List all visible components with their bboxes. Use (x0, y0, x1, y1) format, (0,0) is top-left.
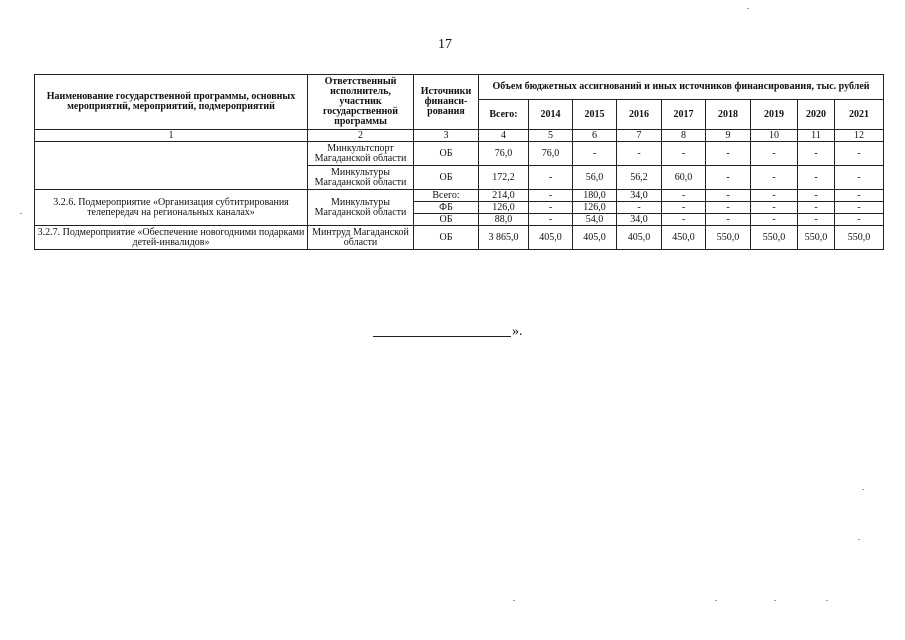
value-2021: - (835, 214, 884, 226)
scan-speck (858, 539, 860, 540)
value-2019: 550,0 (751, 226, 798, 250)
value-2021: - (835, 142, 884, 166)
closing-underline (373, 322, 511, 337)
header-year: 2019 (751, 100, 798, 130)
header-source: Источники финанси-рования (414, 75, 479, 130)
scan-speck (747, 8, 749, 9)
value-2020: - (798, 166, 835, 190)
value-total: 76,0 (479, 142, 529, 166)
row-executor: Минкультспорт Магаданской области (308, 142, 414, 166)
header-year: 2014 (529, 100, 573, 130)
row-source: ОБ (414, 226, 479, 250)
header-year: 2016 (617, 100, 662, 130)
column-number-row (35, 130, 884, 142)
value-2017: - (662, 142, 706, 166)
value-2018: - (706, 142, 751, 166)
header-year: 2020 (798, 100, 835, 130)
value-2015: - (573, 142, 617, 166)
value-2021: - (835, 202, 884, 214)
value-2020: - (798, 190, 835, 202)
value-2016: - (617, 142, 662, 166)
value-2020: 550,0 (798, 226, 835, 250)
column-number: 6 (573, 130, 617, 142)
value-2018: - (706, 166, 751, 190)
row-source: ОБ (414, 214, 479, 226)
page-number: 17 (438, 37, 452, 52)
value-2014: - (529, 214, 573, 226)
value-2017: - (662, 190, 706, 202)
row-executor: Минтруд Магаданской области (308, 226, 414, 250)
header-name: Наименование государственной программы, основных мероприятий, мероприятий, подмероприятий (35, 75, 308, 130)
scan-speck (826, 600, 828, 601)
value-2017: 450,0 (662, 226, 706, 250)
value-2014: 76,0 (529, 142, 573, 166)
closing-quote-mark: ». (512, 324, 523, 339)
value-total: 214,0 (479, 190, 529, 202)
row-name: 3.2.7. Подмероприятие «Обеспечение новогодними подарками детей-инвалидов» (35, 226, 308, 250)
row-executor: Минкультуры Магаданской области (308, 190, 414, 226)
value-2015: 126,0 (573, 202, 617, 214)
value-2015: 405,0 (573, 226, 617, 250)
value-2018: - (706, 190, 751, 202)
budget-table (34, 74, 884, 250)
scan-speck (862, 489, 864, 490)
value-2021: - (835, 166, 884, 190)
header-year: 2021 (835, 100, 884, 130)
value-2014: - (529, 166, 573, 190)
value-total: 88,0 (479, 214, 529, 226)
value-2019: - (751, 166, 798, 190)
table-row (35, 190, 884, 202)
header-total: Всего: (479, 100, 529, 130)
value-2017: - (662, 202, 706, 214)
scan-speck (513, 600, 515, 601)
value-2017: - (662, 214, 706, 226)
value-2015: 56,0 (573, 166, 617, 190)
row-name: 3.2.6. Подмероприятие «Организация субтитрирования телепередач на региональных каналах» (35, 190, 308, 226)
scan-speck (774, 600, 776, 601)
header-year: 2015 (573, 100, 617, 130)
value-2020: - (798, 214, 835, 226)
column-number: 9 (706, 130, 751, 142)
column-number: 8 (662, 130, 706, 142)
value-2018: - (706, 214, 751, 226)
header-volume: Объем бюджетных ассигнований и иных источников финансирования, тыс. рублей (479, 75, 884, 100)
column-number: 7 (617, 130, 662, 142)
value-2021: - (835, 190, 884, 202)
header-executor: Ответственный исполнитель, участник государственной программы (308, 75, 414, 130)
value-2014: - (529, 190, 573, 202)
value-total: 126,0 (479, 202, 529, 214)
row-source: ОБ (414, 142, 479, 166)
value-2019: - (751, 190, 798, 202)
row-source: ФБ (414, 202, 479, 214)
value-2014: - (529, 202, 573, 214)
value-2019: - (751, 142, 798, 166)
value-total: 172,2 (479, 166, 529, 190)
value-2018: 550,0 (706, 226, 751, 250)
value-2016: 34,0 (617, 214, 662, 226)
row-source: ОБ (414, 166, 479, 190)
value-2019: - (751, 202, 798, 214)
header-row (35, 75, 884, 100)
value-2016: 34,0 (617, 190, 662, 202)
table-row (35, 142, 884, 166)
row-source: Всего: (414, 190, 479, 202)
column-number: 1 (35, 130, 308, 142)
value-total: 3 865,0 (479, 226, 529, 250)
value-2016: - (617, 202, 662, 214)
column-number: 12 (835, 130, 884, 142)
value-2015: 54,0 (573, 214, 617, 226)
scan-speck (20, 213, 22, 214)
value-2021: 550,0 (835, 226, 884, 250)
column-number: 5 (529, 130, 573, 142)
value-2014: 405,0 (529, 226, 573, 250)
header-year: 2017 (662, 100, 706, 130)
value-2016: 405,0 (617, 226, 662, 250)
column-number: 11 (798, 130, 835, 142)
scan-speck (715, 600, 717, 601)
row-name (35, 142, 308, 190)
column-number: 2 (308, 130, 414, 142)
column-number: 3 (414, 130, 479, 142)
value-2020: - (798, 142, 835, 166)
value-2018: - (706, 202, 751, 214)
value-2017: 60,0 (662, 166, 706, 190)
column-number: 4 (479, 130, 529, 142)
header-year: 2018 (706, 100, 751, 130)
value-2019: - (751, 214, 798, 226)
row-executor: Минкультуры Магаданской области (308, 166, 414, 190)
value-2020: - (798, 202, 835, 214)
column-number: 10 (751, 130, 798, 142)
value-2015: 180,0 (573, 190, 617, 202)
table-row (35, 226, 884, 250)
value-2016: 56,2 (617, 166, 662, 190)
